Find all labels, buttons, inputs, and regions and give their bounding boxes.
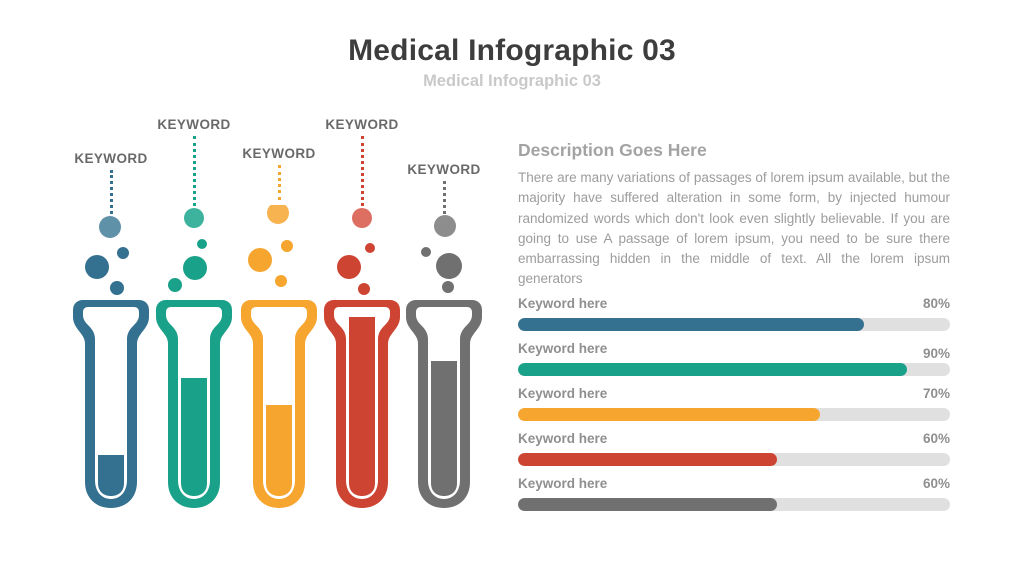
tube-keyword-label-3: KEYWORD [242,146,316,161]
bubble-5-1 [434,215,456,237]
tube-keyword-label-4: KEYWORD [325,117,399,132]
bubble-4-1 [352,208,372,228]
bar-row-1 [518,296,950,331]
tube-liquid-1 [98,455,124,496]
bubble-1-2 [117,247,129,259]
bar-track-3 [518,408,950,421]
tube-keyword-label-2: KEYWORD [157,117,231,132]
bar-track-4 [518,453,950,466]
bubble-2-1 [184,208,204,228]
page-subtitle: Medical Infographic 03 [423,72,601,90]
test-tube-5 [404,205,484,511]
bar-percent-1: 80% [922,296,950,311]
test-tube-2 [154,205,234,511]
bar-head-4 [518,431,950,447]
bubble-3-1 [267,205,289,224]
bar-percent-5: 60% [922,476,950,491]
tube-liquid-5 [431,361,457,496]
bar-label-3: Keyword here [518,386,608,401]
bubble-2-3 [183,256,207,280]
bar-fill-1 [518,318,864,331]
bar-fill-5 [518,498,777,511]
bar-row-2 [518,341,950,376]
bar-row-5 [518,476,950,511]
bar-row-4 [518,431,950,466]
test-tube-3 [239,205,319,511]
description-heading: Description Goes Here [518,140,707,160]
bubble-3-4 [275,275,287,287]
keyword-bars [518,296,950,521]
bubble-5-2 [421,247,431,257]
bar-track-2 [518,363,950,376]
bar-percent-2: 90% [922,346,950,361]
bar-label-4: Keyword here [518,431,608,446]
tube-liquid-4 [349,317,375,496]
right-column [518,140,950,491]
tube-keyword-label-5: KEYWORD [407,162,481,177]
bar-head-1 [518,296,950,312]
bar-head-2 [518,341,950,361]
tube-liquid-2 [181,378,207,496]
bar-label-2: Keyword here [518,341,608,356]
bubble-2-4 [168,278,182,292]
bubble-1-4 [110,281,124,295]
description-body: There are many variations of passages of lorem ipsum available, but the majority have suffered alteration in some form, by injected humour randomized words which don't look even slightly believable. If you are going to use A passage of lorem ipsum, you need to be sure there embarrassing hidden in the middle of text. All the lorem ipsum generators [518,170,950,287]
bubble-5-3 [436,253,462,279]
bubble-4-2 [365,243,375,253]
tube-liquid-3 [266,405,292,496]
bar-track-5 [518,498,950,511]
test-tube-1 [71,205,151,511]
bubble-1-3 [85,255,109,279]
bar-fill-4 [518,453,777,466]
bar-fill-3 [518,408,820,421]
bar-label-1: Keyword here [518,296,608,311]
bubble-4-4 [358,283,370,295]
dotted-connector-4 [361,136,364,206]
bubble-2-2 [197,239,207,249]
bar-track-1 [518,318,950,331]
bar-percent-3: 70% [922,386,950,401]
bubble-4-3 [337,255,361,279]
bar-row-3 [518,386,950,421]
bubble-3-2 [281,240,293,252]
bubble-3-3 [248,248,272,272]
bubble-5-4 [442,281,454,293]
bar-percent-4: 60% [922,431,950,446]
bubble-1-1 [99,216,121,238]
bar-head-3 [518,386,950,402]
dotted-connector-2 [193,136,196,206]
tube-keyword-label-1: KEYWORD [74,151,148,166]
bar-head-5 [518,476,950,492]
bar-fill-2 [518,363,907,376]
page-title: Medical Infographic 03 [348,34,676,67]
test-tube-4 [322,205,402,511]
dotted-connector-3 [278,165,281,200]
bar-label-5: Keyword here [518,476,608,491]
